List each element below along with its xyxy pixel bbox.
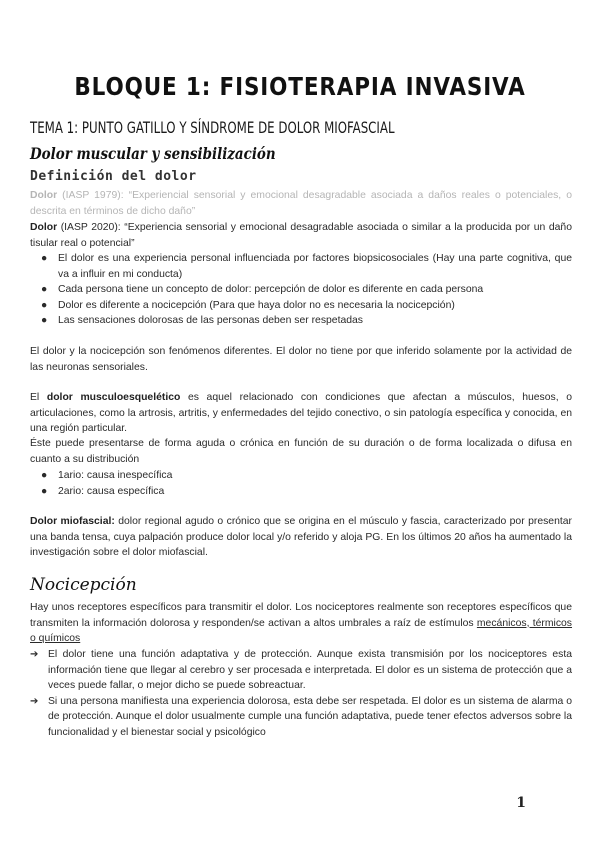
paragraph-dolor-miofascial: Dolor miofascial: dolor regional agudo o crónico que se origina en el músculo y fascia, caracterizado por presentar una banda tensa, cuya palpación produce dolor local y/o referido y aloja PG. En los últimos 20 años ha aumentado la investigación sobre el dolor miofascial. — [30, 516, 572, 559]
list-item: ● Cada persona tiene un concepto de dolor: percepción de dolor es diferente en cada persona — [34, 282, 572, 298]
bullet-icon: ● — [41, 315, 48, 327]
section-heading-dolor-muscular: Dolor muscular y sensibilización — [30, 144, 276, 163]
nocicepcion-arrow-list — [30, 647, 572, 741]
bullet-icon: ● — [41, 284, 48, 296]
subheading-definicion-dolor: Definición del dolor — [30, 169, 197, 184]
pain-facts-list — [34, 251, 572, 329]
paragraph-dolor-musculoesqueletico: El dolor musculoesquelético es aquel relacionado con condiciones que afectan a músculos, huesos, o articulaciones, como la artrosis, artritis, y enfermedades del tejido conectivo, o sin patología específica y conocida, en una región particular. — [30, 392, 572, 435]
paragraph-nociceptores: Hay unos receptores específicos para transmitir el dolor. Los nociceptores realmente son receptores específicos que transmiten la información dolorosa y responden/se activan a altos umbrales a raíz de estímulos mecánicos, térmicos o químicos — [30, 602, 573, 645]
list-item: ● Las sensaciones dolorosas de las personas deben ser respetadas — [34, 313, 572, 329]
definition-iasp-2020: Dolor (IASP 2020): “Experiencia sensorial y emocional desagradable asociada o similar a la producida por un daño tisular real o potencial” — [30, 222, 572, 249]
cause-list — [34, 468, 572, 499]
bullet-icon: ● — [41, 470, 48, 481]
list-item: ● 1ario: causa inespecífica — [34, 468, 572, 484]
arrow-right-icon: ➔ — [30, 649, 39, 660]
bullet-icon: ● — [41, 485, 48, 497]
bullet-icon: ● — [41, 299, 48, 311]
page-number: 1 — [516, 795, 526, 811]
list-item: ➔ El dolor tiene una función adaptativa y de protección. Aunque exista transmisión por los nociceptores esta información tiene que llegar al cerebro y ser procesada e interpretada. El dolor es un sistema de protección que a veces puede fallar, o mejor dicho se puede sobreactuar. — [30, 649, 572, 692]
definition-iasp-1979: Dolor (IASP 1979): “Experiencial sensorial y emocional desagradable asociada a daños reales o potenciales, o descrita en términos de dicho daño” — [30, 190, 572, 217]
paragraph-presentacion: Éste puede presentarse de forma aguda o crónica en función de su duración o de forma localizada o difusa en cuanto a su distribución — [30, 438, 572, 465]
list-item: ● El dolor es una experiencia personal influenciada por factores biopsicosociales (Hay una parte cognitiva, que va a influir en mi conducta) — [41, 253, 572, 280]
topic-title: TEMA 1: PUNTO GATILLO Y SÍNDROME DE DOLOR MIOFASCIAL — [30, 118, 395, 137]
list-item: ● 2ario: causa específica — [34, 484, 572, 500]
section-heading-nocicepcion: Nocicepción — [30, 575, 137, 595]
list-item: ● Dolor es diferente a nocicepción (Para que haya dolor no es necesaria la nocicepción) — [34, 298, 572, 314]
bullet-icon: ● — [41, 253, 48, 264]
paragraph-dolor-nocicepcion: El dolor y la nocicepción son fenómenos diferentes. El dolor no tiene por que inferido solamente por la actividad de las neuronas sensoriales. — [30, 346, 572, 373]
list-item: ➔ Si una persona manifiesta una experiencia dolorosa, esta debe ser respetada. El dolor es un sistema de alarma o de protección. Aunque el dolor usualmente cumple una función adaptativa, puede tener efectos adversos sobre la funcionalidad y el bienestar social y psicológico — [30, 695, 572, 738]
page-title: BLOQUE 1: FISIOTERAPIA INVASIVA — [74, 72, 526, 101]
arrow-right-icon: ➔ — [30, 695, 39, 707]
